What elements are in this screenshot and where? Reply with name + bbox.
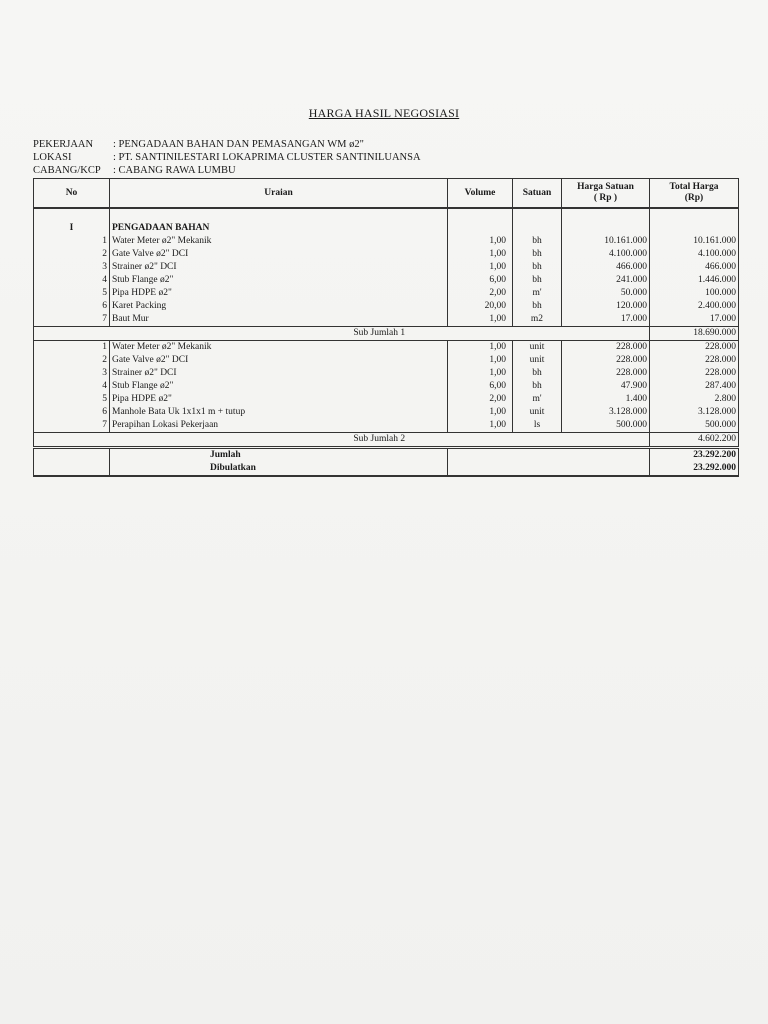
item-unit-price: 228.000 [562, 367, 650, 380]
item-number: 2 [34, 354, 110, 367]
item-description: Water Meter ø2" Mekanik [110, 235, 448, 248]
item-total-price: 228.000 [650, 341, 739, 355]
item-unit-price: 120.000 [562, 300, 650, 313]
subtotal-value: 18.690.000 [650, 327, 739, 341]
item-volume: 1,00 [448, 235, 513, 248]
section-title-row [34, 222, 739, 235]
table-row [34, 380, 739, 393]
item-description: Strainer ø2" DCI [110, 261, 448, 274]
item-unit-price: 500.000 [562, 419, 650, 433]
jumlah-label: Jumlah [110, 448, 448, 463]
item-total-price: 287.400 [650, 380, 739, 393]
item-volume: 1,00 [448, 419, 513, 433]
subtotal-label: Sub Jumlah 2 [110, 433, 650, 448]
table-row [34, 287, 739, 300]
item-unit: bh [513, 300, 562, 313]
item-description: Gate Valve ø2" DCI [110, 248, 448, 261]
item-unit: bh [513, 367, 562, 380]
item-unit-price: 241.000 [562, 274, 650, 287]
table-row [34, 406, 739, 419]
info-pekerjaan [33, 138, 364, 151]
item-unit: ls [513, 419, 562, 433]
item-volume: 1,00 [448, 406, 513, 419]
item-unit-price: 50.000 [562, 287, 650, 300]
item-volume: 1,00 [448, 261, 513, 274]
table-row [34, 419, 739, 433]
item-number: 4 [34, 380, 110, 393]
item-unit: unit [513, 354, 562, 367]
item-description: Strainer ø2" DCI [110, 367, 448, 380]
item-unit-price: 17.000 [562, 313, 650, 327]
item-number: 4 [34, 274, 110, 287]
item-total-price: 17.000 [650, 313, 739, 327]
info-cabang [33, 164, 236, 177]
jumlah-value: 23.292.200 [650, 448, 739, 463]
section-number: I [34, 222, 110, 235]
item-unit: m2 [513, 313, 562, 327]
item-volume: 1,00 [448, 313, 513, 327]
item-number: 5 [34, 287, 110, 300]
info-label: PEKERJAAN [33, 139, 94, 150]
item-unit: m' [513, 393, 562, 406]
item-volume: 2,00 [448, 393, 513, 406]
table-row [34, 393, 739, 406]
item-volume: 1,00 [448, 367, 513, 380]
item-unit: bh [513, 380, 562, 393]
item-total-price: 10.161.000 [650, 235, 739, 248]
item-unit-price: 1.400 [562, 393, 650, 406]
header-total-harga-line1: Total Harga [669, 182, 719, 192]
item-number: 1 [34, 235, 110, 248]
info-value: : PT. SANTINILESTARI LOKAPRIMA CLUSTER SANTINILUANSA [113, 152, 421, 163]
item-volume: 6,00 [448, 274, 513, 287]
table-row [34, 354, 739, 367]
item-volume: 1,00 [448, 354, 513, 367]
item-description: Pipa HDPE ø2" [110, 287, 448, 300]
item-total-price: 500.000 [650, 419, 739, 433]
item-unit: bh [513, 261, 562, 274]
item-unit-price: 47.900 [562, 380, 650, 393]
item-description: Stub Flange ø2" [110, 274, 448, 287]
table-header-row [34, 179, 739, 209]
section1-rows [34, 235, 739, 327]
subtotal-value: 4.602.200 [650, 433, 739, 448]
header-total-harga-line2: (Rp) [684, 193, 704, 203]
dibulatkan-label: Dibulatkan [110, 462, 448, 476]
item-total-price: 1.446.000 [650, 274, 739, 287]
dibulatkan-value: 23.292.000 [650, 462, 739, 476]
item-total-price: 228.000 [650, 367, 739, 380]
item-volume: 1,00 [448, 248, 513, 261]
item-total-price: 228.000 [650, 354, 739, 367]
subtotal-label: Sub Jumlah 1 [110, 327, 650, 341]
table-row [34, 341, 739, 355]
table-row [34, 261, 739, 274]
item-volume: 2,00 [448, 287, 513, 300]
item-volume: 20,00 [448, 300, 513, 313]
item-unit-price: 228.000 [562, 341, 650, 355]
table-row [34, 274, 739, 287]
item-number: 6 [34, 300, 110, 313]
item-volume: 6,00 [448, 380, 513, 393]
section2-rows [34, 341, 739, 433]
info-value: : PENGADAAN BAHAN DAN PEMASANGAN WM ø2" [113, 139, 364, 150]
item-unit: bh [513, 274, 562, 287]
header-no: No [34, 179, 110, 209]
item-unit: bh [513, 248, 562, 261]
header-total-harga [650, 179, 739, 209]
item-total-price: 3.128.000 [650, 406, 739, 419]
item-description: Gate Valve ø2" DCI [110, 354, 448, 367]
item-total-price: 2.800 [650, 393, 739, 406]
item-volume: 1,00 [448, 341, 513, 355]
item-unit-price: 466.000 [562, 261, 650, 274]
info-lokasi [33, 151, 421, 164]
item-number: 5 [34, 393, 110, 406]
item-unit: unit [513, 406, 562, 419]
header-uraian: Uraian [110, 179, 448, 209]
info-label: LOKASI [33, 152, 72, 163]
subtotal-row-2 [34, 433, 739, 448]
item-number: 2 [34, 248, 110, 261]
table-row [34, 300, 739, 313]
item-total-price: 466.000 [650, 261, 739, 274]
dibulatkan-row [34, 462, 739, 476]
item-unit-price: 4.100.000 [562, 248, 650, 261]
item-description: Karet Packing [110, 300, 448, 313]
table-row [34, 367, 739, 380]
info-label: CABANG/KCP [33, 165, 101, 176]
item-number: 7 [34, 313, 110, 327]
jumlah-row [34, 448, 739, 463]
item-number: 1 [34, 341, 110, 355]
header-harga-satuan [562, 179, 650, 209]
item-description: Baut Mur [110, 313, 448, 327]
header-satuan: Satuan [513, 179, 562, 209]
item-number: 3 [34, 261, 110, 274]
info-value: : CABANG RAWA LUMBU [113, 165, 236, 176]
item-total-price: 100.000 [650, 287, 739, 300]
item-number: 6 [34, 406, 110, 419]
table-row [34, 248, 739, 261]
subtotal-row-1 [34, 327, 739, 341]
item-description: Perapihan Lokasi Pekerjaan [110, 419, 448, 433]
spacer-row [34, 208, 739, 222]
header-harga-satuan-line2: ( Rp ) [593, 193, 618, 203]
item-unit: unit [513, 341, 562, 355]
item-description: Manhole Bata Uk 1x1x1 m + tutup [110, 406, 448, 419]
item-unit-price: 10.161.000 [562, 235, 650, 248]
table-row [34, 235, 739, 248]
item-number: 7 [34, 419, 110, 433]
item-total-price: 4.100.000 [650, 248, 739, 261]
document-title: HARGA HASIL NEGOSIASI [308, 106, 460, 120]
table-row [34, 313, 739, 327]
header-harga-satuan-line1: Harga Satuan [577, 182, 634, 192]
header-volume: Volume [448, 179, 513, 209]
item-number: 3 [34, 367, 110, 380]
item-unit: m' [513, 287, 562, 300]
item-total-price: 2.400.000 [650, 300, 739, 313]
item-unit-price: 3.128.000 [562, 406, 650, 419]
item-description: Pipa HDPE ø2" [110, 393, 448, 406]
item-unit-price: 228.000 [562, 354, 650, 367]
item-description: Water Meter ø2" Mekanik [110, 341, 448, 355]
section-title: PENGADAAN BAHAN [110, 222, 448, 235]
price-table [33, 178, 739, 477]
item-unit: bh [513, 235, 562, 248]
item-description: Stub Flange ø2" [110, 380, 448, 393]
